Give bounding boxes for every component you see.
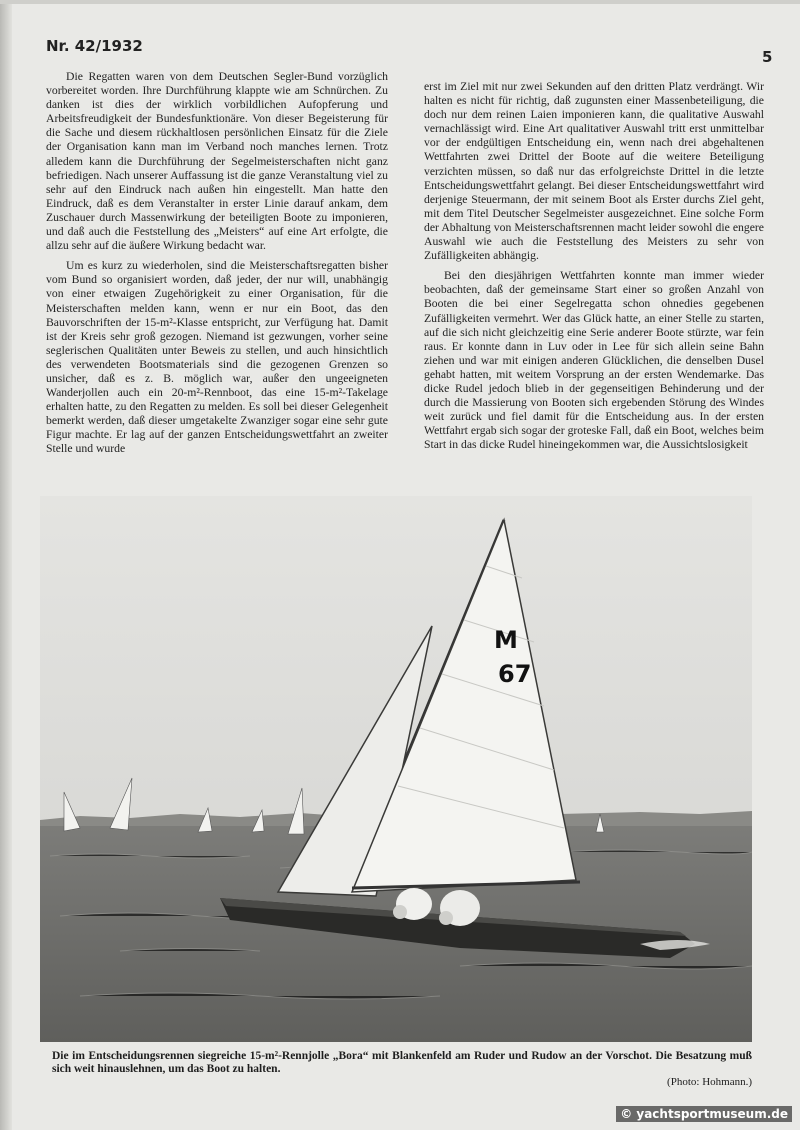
paragraph: Die Regatten waren von dem Deutschen Segler-Bund vorzüglich vorbereitet worden. Ihre Durchführung klappte wie am Schnürchen. Zu danken ist dies der wirklich vorbildlichen Aufopferung und Arbeitsfreudigkeit der Bundesfunktionäre. Von dieser Begeisterung für die Sache und diesem rückhaltlosen persönlichen Einsatz für die Ziele der Organisation kann man im Verband noch manches lernen. Trotz alledem kann die Durchführung der Segelmeisterschaften nicht ganz befriedigen. Nach unserer Auffassung ist die ganze Veranstaltung viel zu sehr auf den Eindruck nach außen hin eingestellt. Man hatte den Eindruck, daß es dem Veranstalter in erster Linie darauf ankam, dem Zuschauer durch Massenwirkung der beteiligten Boote zu imponieren, und daß auch die Feststellung des „Meisters“ auf eine Art erfolgte, die allzu sehr auf die äußere Wirkung bedacht war.	[46, 70, 388, 253]
sailing-photo-illustration	[40, 496, 752, 1042]
photo-credit: (Photo: Hohmann.)	[667, 1076, 752, 1088]
article-left-column	[46, 70, 388, 463]
museum-watermark: © yachtsportmuseum.de	[616, 1106, 792, 1122]
issue-number: Nr. 42/1932	[46, 37, 143, 55]
sail-number: 67	[498, 660, 532, 688]
sail-class-mark: M	[494, 626, 518, 654]
photo-caption	[52, 1050, 752, 1089]
top-edge	[0, 0, 800, 4]
caption-text: Die im Entscheidungsrennen siegreiche 15-m²-Rennjolle „Bora“ mit Blankenfeld am Ruder und Rudow an der Vorschot. Die Besatzung muß sich weit hinauslehnen, um das Boot zu halten.	[52, 1050, 752, 1075]
page-binding-shadow	[0, 0, 12, 1130]
paragraph: Bei den diesjährigen Wettfahrten konnte man immer wieder beobachten, daß der gemeinsame Start einer so großen Anzahl von Booten die bei einer Segelregatta schon ohnedies gegebenen Zufälligkeiten vermehrt. Wer das Glück hatte, an einer Stelle zu starten, auf die sich nicht gleichzeitig eine Serie anderer Boote stürzte, war fein raus. Er konnte dann in Luv oder in Lee für sich allein seine Bahn ziehen und war mit einigen anderen Glücklichen, die denselben Dusel gehabt hatten, mit weitem Vorsprung an der ersten Wendemarke. Das dicke Rudel jedoch blieb in der gegenseitigen Behinderung und der durch die Massierung von Booten sich ergebenden Störung des Windes weit zurück und fiel damit für die Entscheidung aus. In der ersten Wettfahrt ergab sich sogar der groteske Fall, daß ein Boot, welches beim Start in das dicke Rudel hineingekommen war, die Aussichtslosigkeit	[424, 269, 764, 452]
article-right-column	[424, 80, 764, 458]
page-number: 5	[762, 48, 773, 66]
paragraph: Um es kurz zu wiederholen, sind die Meisterschaftsregatten bisher vom Bund so organisiert worden, daß jeder, der nur will, unabhängig von einer etwaigen Zugehörigkeit zu einer Organisation, für die Meisterschaften melden kann, wenn er nur ein Boot, das den Bauvorschriften der 15-m²-Klasse entspricht, zur Verfügung hat. Damit ist der Kreis sehr groß gezogen. Niemand ist gezwungen, vorher seine seglerischen Qualitäten unter Beweis zu stellen, und auch hinsichtlich des verwendeten Bootsmaterials sind die gezogenen Grenzen so unsicher, daß es z. B. möglich war, außer den ungeeigneten Wanderjollen auch ein 20-m²-Rennboot, das eine 15-m²-Takelage erhalten hatte, zu den Regatten zu melden. Es soll bei dieser Gelegenheit bemerkt werden, daß dieser umgetakelte Zwanziger sogar eine sehr gute Figur machte. Er lag auf der ganzen Entscheidungswettfahrt an zweiter Stelle und wurde	[46, 259, 388, 456]
sailing-photo	[40, 496, 752, 1042]
paragraph: erst im Ziel mit nur zwei Sekunden auf den dritten Platz verdrängt. Wir halten es nicht für richtig, daß zugunsten einer Massenbeteiligung, die doch nur dem reinen Laien imponieren kann, die qualitative Auswahl vernachlässigt wird. Eine Art qualitativer Auswahl tritt erst unmittelbar vor der endgültigen Entscheidung ein, wenn nach drei abgehaltenen Wettfahrten zwei Drittel der Boote auf die weitere Beteiligung verzichten müssen, so daß nur das erfolgreichste Drittel in die letzte Entscheidungswettfahrt gelangt. Bei dieser Entscheidungswettfahrt wird derjenige Steuermann, der mit seinem Boot als Erster durchs Ziel geht, mit dem Titel Deutscher Segelmeister ausgezeichnet. Eine solche Form der Abhaltung von Meisterschaftsrennen macht leider sowohl die engere Auswahl wie auch die Feststellung des Meisters zu sehr von Zufälligkeiten abhängig.	[424, 80, 764, 263]
